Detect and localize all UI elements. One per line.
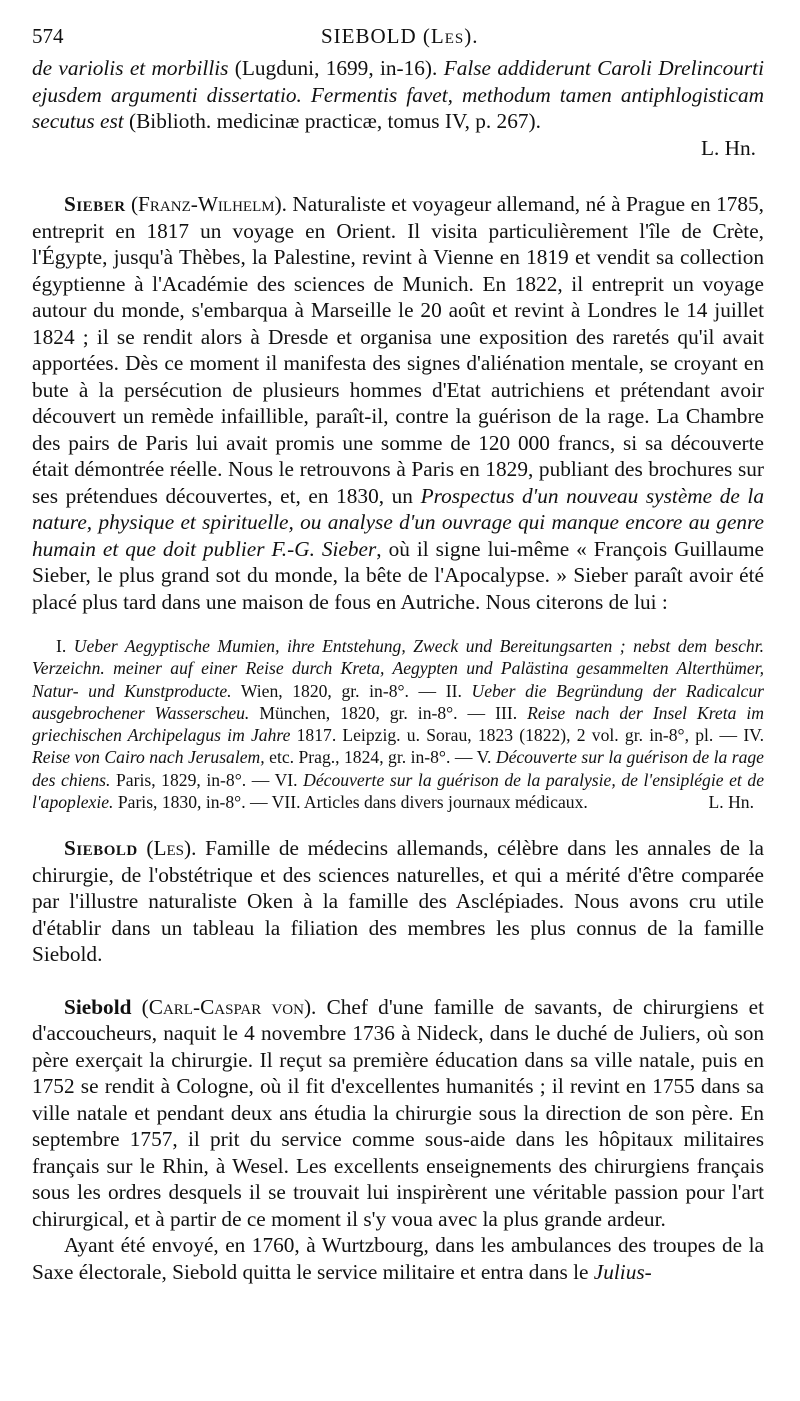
siebold-family-article: Siebold (Les). Famille de médecins allemands, célèbre dans les annales de la chirurgie, de l'obstétrique et des sciences naturelles, et qui a mérité d'être comparée par l'illustre naturaliste Oken à la famille des Asclépiades. Nous avons cru utile d'établir dans un tableau la filiation des membres les plus connus de la famille Siebold. [32, 836, 764, 967]
works-signature: L. Hn. [708, 791, 754, 812]
intro-paragraph: de variolis et morbillis (Lugduni, 1699, in-16). False addiderunt Caroli Drelincourti ejusdem argumenti dissertatio. Fermentis favet, methodum tamen antiphlogisticam secutus est (Biblioth. medicinæ practicæ, tomus IV, p. 267). [32, 56, 764, 134]
sieber-article: Sieber (Franz-Wilhelm). Naturaliste et voyageur allemand, né à Prague en 1785, entreprit en 1817 un voyage en Orient. Il visita particulièrement l'île de Crète, l'Égypte, jusqu'à Thèbes, la Palestine, revint à Vienne en 1819 et vendit sa collection égyptienne à l'Académie des sciences de Munich. En 1822, il entreprit un voyage autour du monde, s'embarqua à Marseille le 20 août et revint à Londres le 14 juillet 1824 ; il se rendit alors à Dresde et organisa une exposition des raretés qu'il avait apportées. Dès ce moment il manifesta des signes d'aliénation mentale, se croyant en bute à la persécution de plusieurs hommes d'Etat autrichiens et prétendant avoir découvert un remède infaillible, paraît-il, contre la guérison de la rage. La Chambre des pairs de Paris lui avait promis une somme de 120 000 francs, si sa découverte était démontrée réelle. Nous le retrouvons à Paris en 1829, publiant des brochures sur ses prétendues découvertes, et, en 1830, un Prospectus d'un nouveau système de la nature, physique et spirituelle, ou analyse d'un ouvrage qui manque encore au genre humain et que doit publier F.-G. Sieber, où il signe lui-même « François Guillaume Sieber, le plus grand sot du monde, la bête de l'Apocalypse. » Sieber paraît avoir été placé plus tard dans une maison de fous en Autriche. Nous citerons de lui : [32, 192, 764, 614]
sieber-works-list: I. Ueber Aegyptische Mumien, ihre Entstehung, Zweck und Bereitungsarten ; nebst dem beschr. Verzeichn. meiner auf einer Reise durch Kreta, Aegypten und Palästina gesammelten Alterthümer, Natur- und Kunstproducte. Wien, 1820, gr. in-8°. — II. Ueber die Begründung der Radicalcur ausgebrochener Wasserscheu. München, 1820, gr. in-8°. — III. Reise nach der Insel Kreta im griechischen Archipelagus im Jahre 1817. Leipzig. u. Sorau, 1823 (1822), 2 vol. gr. in-8°, pl. — IV. Reise von Cairo nach Jerusalem, etc. Prag., 1824, gr. in-8°. — V. Découverte sur la guérison de la rage des chiens. Paris, 1829, in-8°. — VI. Découverte sur la guérison de la paralysie, de l'ensiplégie et de l'apoplexie. Paris, 1830, in-8°. — VII. Articles dans divers journaux médicaux. L. Hn. [32, 636, 765, 812]
siebold-carl-article: Siebold (Carl-Caspar von). Chef d'une famille de savants, de chirurgiens et d'accoucheurs, naquit le 4 novembre 1736 à Nideck, dans le duché de Juliers, où son père exerçait la chirurgie. Il reçut sa première éducation dans sa ville natale, puis en 1752 se rendit à Cologne, où il fit d'excellentes humanités ; il revint en 1755 dans sa ville natale et pendant deux ans étudia la chirurgie sous la direction de son père. En septembre 1757, il prit du service comme sous-aide dans les hôpitaux militaires français sur le Rhin, à Wesel. Les excellents enseignements des chirurgiens français sous les ordres desquels il se trouvait lui inspirèrent une véritable passion pour l'art chirurgical, et à partir de ce moment il s'y voua avec la plus grande ardeur. [32, 994, 764, 1231]
running-title: SIEBOLD (Les). [320, 24, 479, 48]
intro-signature: L. Hn. [700, 135, 756, 160]
running-header [32, 24, 764, 49]
siebold-family-headword: Siebold [64, 836, 138, 861]
siebold-carl-paragraph-2: Ayant été envoyé, en 1760, à Wurtzbourg, dans les ambulances des troupes de la Saxe électorale, Siebold quitta le service militaire et entra dans le Julius- [32, 1233, 764, 1284]
page-number: 574 [32, 24, 64, 48]
sieber-headword: Sieber [64, 192, 126, 217]
siebold-carl-headword: Siebold [64, 994, 132, 1019]
